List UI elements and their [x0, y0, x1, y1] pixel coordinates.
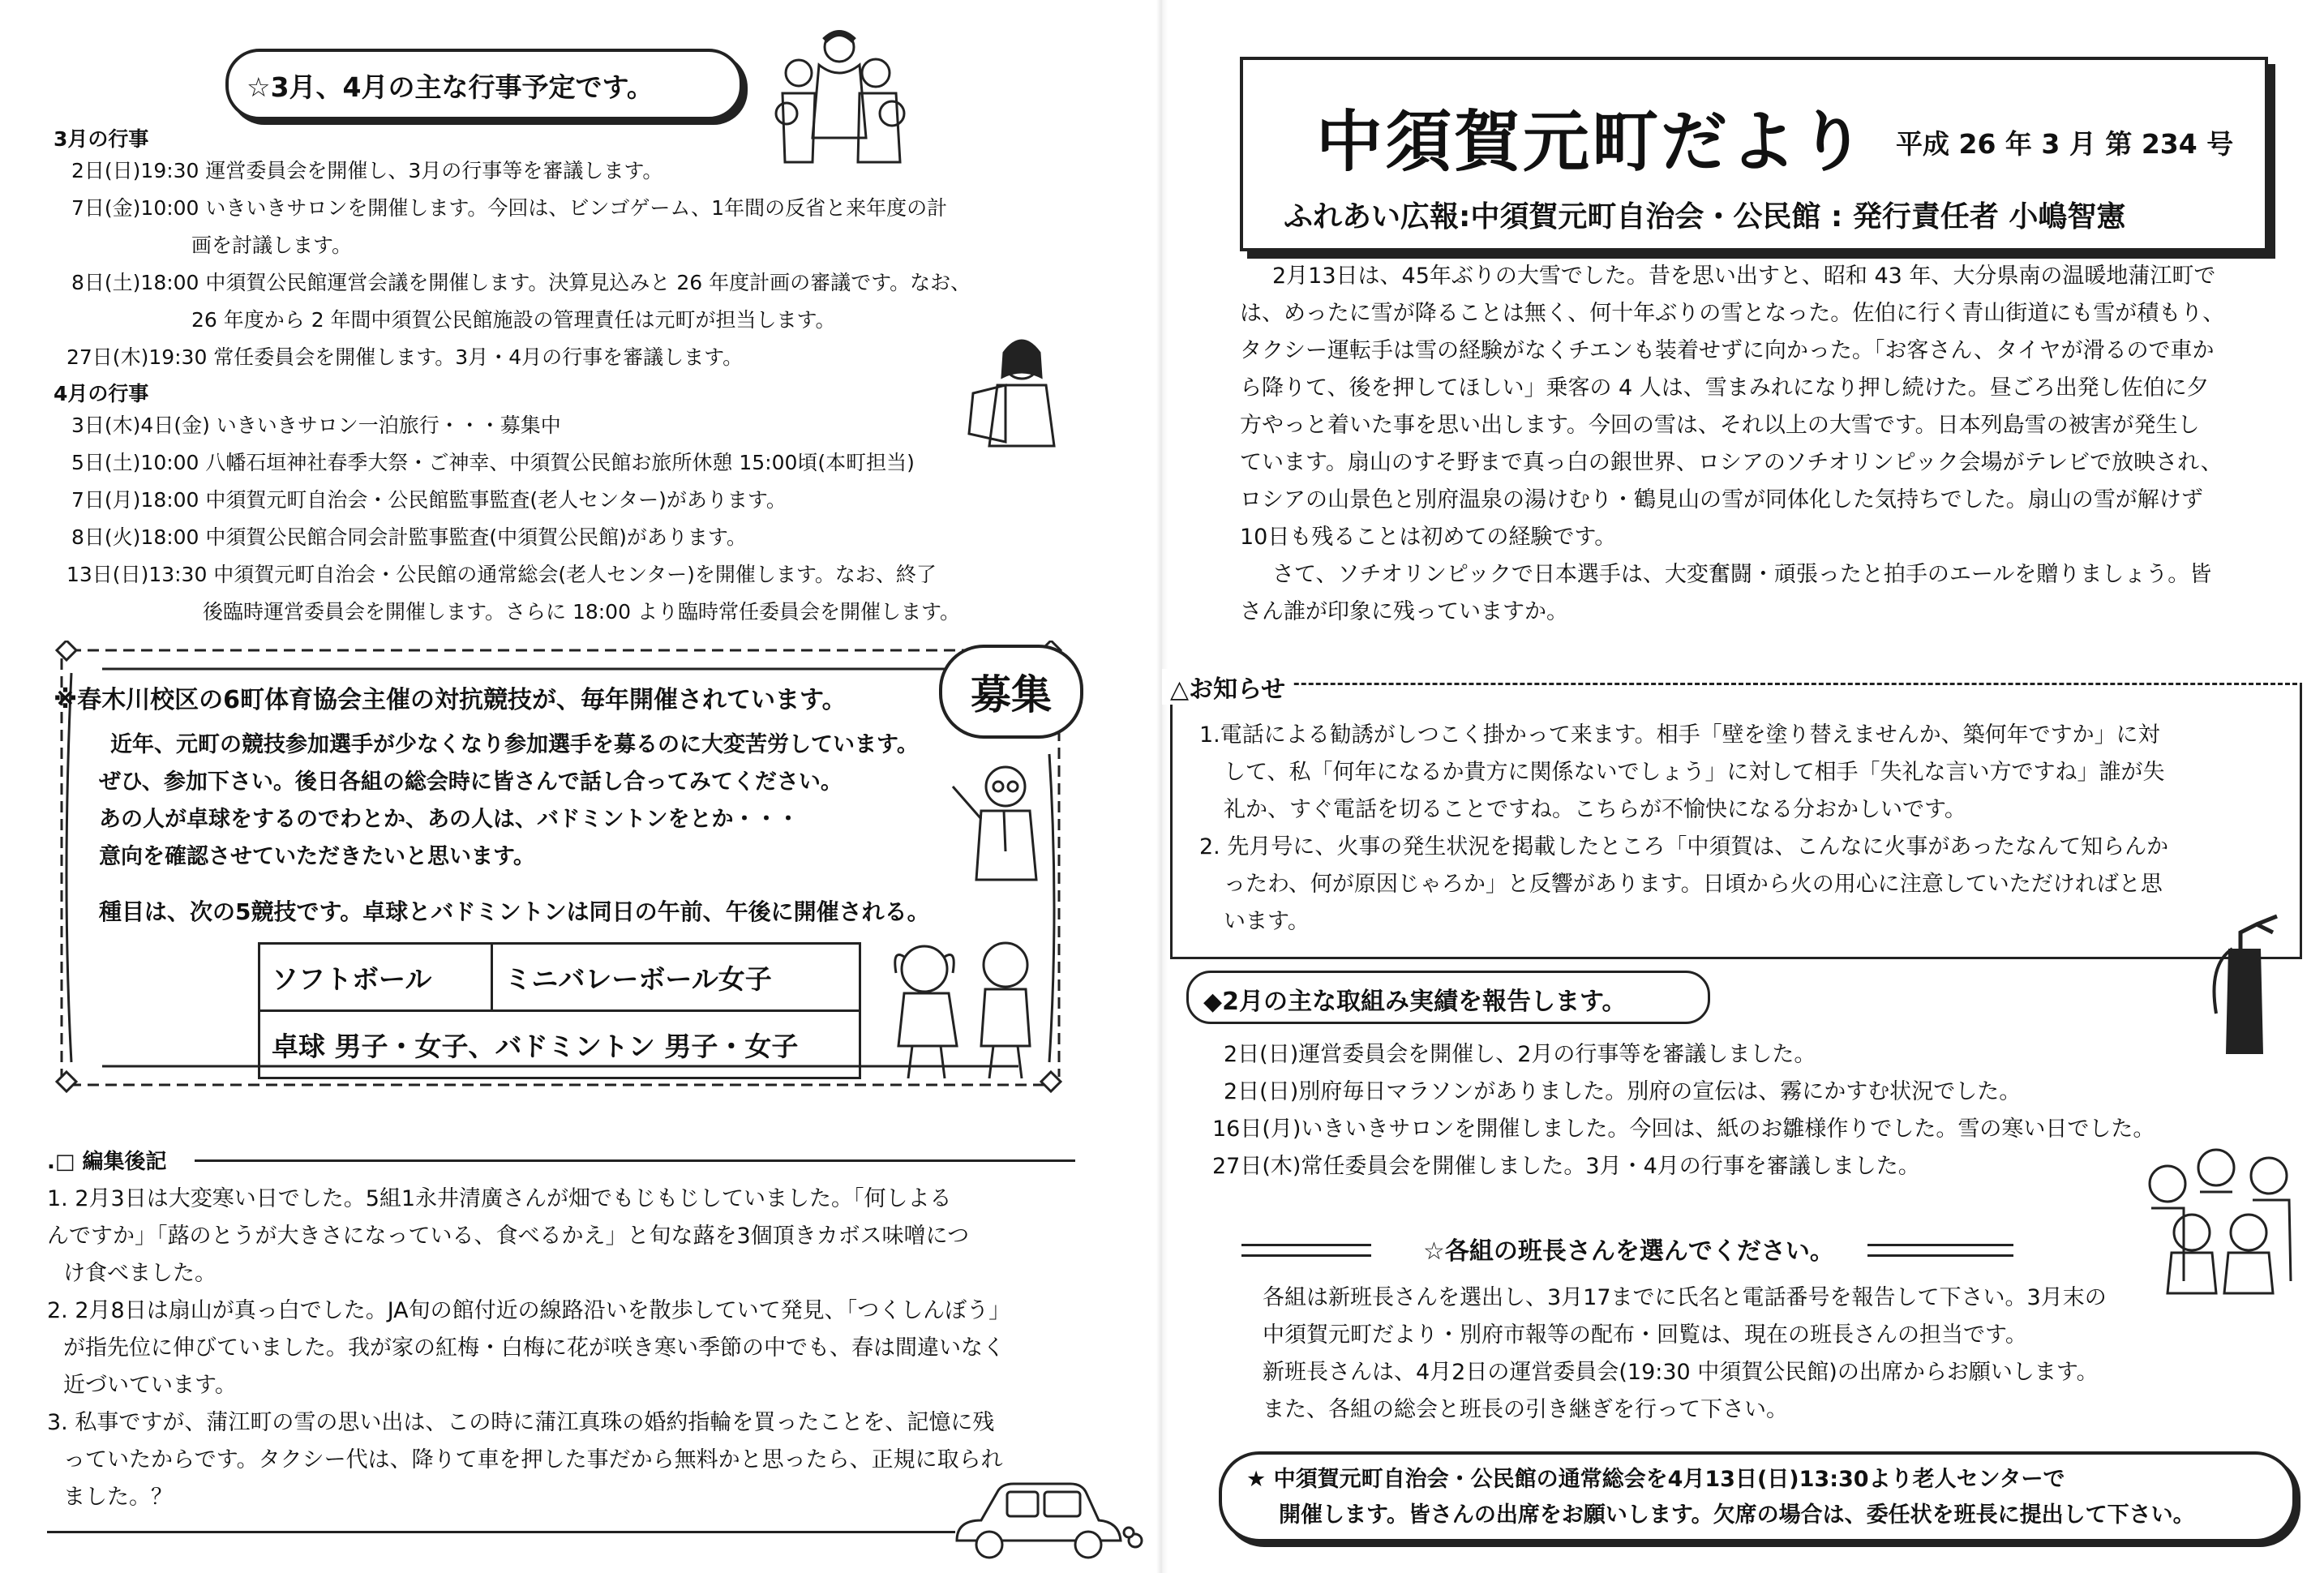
- right-page: [1162, 0, 2324, 1573]
- recruit-line: 近年、元町の競技参加選手が少なくなり参加選手を募るのに大変苦労しています。: [110, 732, 919, 757]
- recruit-badge: 募集: [939, 645, 1083, 739]
- intro-line: さん誰が印象に残っていますか。: [1240, 599, 1568, 624]
- schedule-title: ☆3月、4月の主な行事予定です。: [247, 71, 654, 103]
- recruit-line: あの人が卓球をするのでわとか、あの人は、バドミントンをとか・・・: [99, 807, 800, 832]
- general-meeting-line: 開催します。皆さんの出席をお願いします。欠席の場合は、委任状を班長に提出して下さい。: [1279, 1502, 2195, 1528]
- intro-line: ら降りて、後を押してほしい」乗客の 4 人は、雪まみれになり押し続けた。昼ごろ出発し佐伯に夕: [1240, 375, 2209, 401]
- march-item: 2日(日)19:30 運営委員会を開催し、3月の行事等を審議します。: [71, 159, 663, 182]
- notice-line: ったわ、何が原因じゃろか」と反響があります。日頃から火の用心に注意していただければと思: [1224, 872, 2163, 897]
- notice-line: 礼か、すぐ電話を切ることですね。こちらが不愉快になる分おかしいです。: [1224, 797, 1966, 822]
- newsletter-subtitle: ふれあい広報:中須賀元町自治会・公民館 : 発行責任者 小嶋智憲: [1284, 200, 2126, 234]
- april-list: [66, 407, 960, 631]
- notice-line: 1.電話による勧誘がしつこく掛かって来ます。相手「壁を塗り替えませんか、築何年ですか」に対: [1199, 722, 2160, 748]
- car-illustration: [949, 1476, 1143, 1565]
- intro-line: は、めったに雪が降ることは無く、何十年ぶりの雪となった。佐伯に行く青山街道にも雪が積もり、: [1240, 301, 2225, 326]
- april-item: 5日(土)10:00 八幡石垣神社春季大祭・ご神幸、中須賀公民館お旅所休憩 15:00頃(本町担当): [71, 451, 915, 474]
- recruit-line: 意向を確認させていただきたいと思います。: [99, 844, 535, 869]
- editorial-line: 1. 2月3日は大変寒い日でした。5組1永井清廣さんが畑でもじもじしていました。「何しよる: [47, 1186, 952, 1211]
- march-item: 27日(木)19:30 常任委員会を開催します。3月・4月の行事を審議します。: [66, 345, 744, 369]
- editorial-line: 2. 2月8日は扇山が真っ白でした。JA旬の館付近の線路沿いを散歩していて発見、「つくしんぼう」: [47, 1298, 1011, 1323]
- intro-line: ています。扇山のすそ野まで真っ白の銀世界、ロシアのソチオリンピック会場がテレビで放映され、: [1240, 450, 2223, 475]
- march-item: 7日(金)10:00 いきいきサロンを開催します。今回は、ビンゴゲーム、1年間の反省と来年度の計: [71, 196, 948, 220]
- general-meeting-notice: [1219, 1451, 2296, 1542]
- march-heading: 3月の行事: [54, 127, 149, 151]
- professor-illustration: [941, 754, 1062, 884]
- leaders-line: 中須賀元町だより・別府市報等の配布・回覧は、現在の班長さんの担当です。: [1263, 1322, 2027, 1348]
- masthead: [1240, 57, 2268, 251]
- leaders-line: 新班長さんは、4月2日の運営委員会(19:30 中須賀公民館)の出席からお願いします。: [1263, 1360, 2099, 1385]
- editorial-line: っていたからです。タクシー代は、降りて車を押した事だから無料かと思ったら、正規に取られ: [63, 1447, 1003, 1472]
- report-line: 2日(日)別府毎日マラソンがありました。別府の宣伝は、霧にかすむ状況でした。: [1224, 1079, 2022, 1104]
- recruit-body: [99, 726, 919, 876]
- editorial-heading: .□ 編集後記: [47, 1150, 167, 1174]
- notice-top-rule: [1170, 683, 2297, 685]
- events-intro: 種目は、次の5競技です。卓球とバドミントンは同日の午前、午後に開催される。: [99, 898, 930, 925]
- march-item: 画を討議します。: [191, 234, 353, 257]
- general-meeting-line: ★ 中須賀元町自治会・公民館の通常総会を4月13日(日)13:30より老人センターで: [1246, 1467, 2065, 1492]
- bottom-rule: [47, 1531, 955, 1533]
- april-heading: 4月の行事: [54, 382, 149, 405]
- events-table: [258, 942, 861, 1079]
- event-cell: ミニバレーボール女子: [492, 944, 860, 1011]
- intro-line: 方やっと着いた事を思い出します。今回の雪は、それ以上の大雪です。日本列島雪の被害が発生し: [1240, 413, 2200, 438]
- march-list: [66, 152, 971, 376]
- april-item: 13日(日)13:30 中須賀元町自治会・公民館の通常総会(老人センター)を開催します。なお、終了: [66, 563, 937, 586]
- intro-line: タクシー運転手は雪の経験がなくチエンも装着せずに向かった。「お客さん、タイヤが滑るので車か: [1240, 338, 2215, 363]
- editorial-line: 3. 私事ですが、蒲江町の雪の思い出は、この時に蒲江真珠の婚約指輪を買ったことを、記憶に残: [47, 1410, 995, 1435]
- reading-woman-illustration: [957, 328, 1078, 450]
- notice-line: 2. 先月号に、火事の発生状況を掲載したところ「中須賀は、こんなに火事があったなんて知らんか: [1199, 834, 2169, 859]
- newsletter-title: 中須賀元町だより: [1316, 103, 1868, 181]
- event-cell: ソフトボール: [259, 944, 492, 1011]
- recruit-line: ぜひ、参加下さい。後日各組の総会時に皆さんで話し合ってみてください。: [99, 769, 843, 795]
- report-title: ◆2月の主な取組み実績を報告します。: [1203, 988, 1627, 1016]
- leaders-title: ☆各組の班長さんを選んでください。: [1423, 1237, 1834, 1266]
- editorial-line: 近づいています。: [63, 1373, 237, 1398]
- editorial-line: け食べました。: [63, 1261, 217, 1286]
- editorial-list: [47, 1181, 1010, 1516]
- editorial-line: ました。？: [63, 1485, 173, 1510]
- notice-heading: △お知らせ: [1162, 669, 1293, 705]
- leaders-rule-left: [1241, 1244, 1371, 1257]
- intro-article: [1240, 258, 2224, 631]
- notice-list: [1199, 717, 2168, 941]
- leaders-line: また、各組の総会と班長の引き継ぎを行って下さい。: [1263, 1397, 1788, 1422]
- event-cell: 卓球 男子・女子、バドミントン 男子・女子: [259, 1011, 860, 1078]
- children-illustration: [876, 932, 1054, 1087]
- march-item: 26 年度から 2 年間中須賀公民館施設の管理責任は元町が担当します。: [191, 308, 836, 332]
- leaders-list: [1263, 1279, 2107, 1429]
- report-line: 2日(日)運営委員会を開催し、2月の行事等を審議しました。: [1224, 1042, 1816, 1067]
- april-item: 8日(火)18:00 中須賀公民館合同会計監事監査(中須賀公民館)があります。: [71, 525, 747, 549]
- report-line: 27日(木)常任委員会を開催しました。3月・4月の行事を審議しました。: [1212, 1154, 1920, 1179]
- intro-line: 2月13日は、45年ぶりの大雪でした。昔を思い出すと、昭和 43 年、大分県南の温暖地蒲江町で: [1272, 264, 2216, 289]
- intro-line: 10日も残ることは初めての経験です。: [1240, 525, 1617, 550]
- intro-line: さて、ソチオリンピックで日本選手は、大変奮闘・頑張ったと拍手のエールを贈りましょう。皆: [1272, 562, 2212, 587]
- march-item: 8日(土)18:00 中須賀公民館運営会議を開催します。決算見込みと 26 年度計画の審議です。なお、: [71, 271, 971, 294]
- editorial-rule: [195, 1159, 1075, 1162]
- notice-line: います。: [1224, 909, 1310, 934]
- schedule-title-bubble: [225, 49, 743, 120]
- april-item: 後臨時運営委員会を開催します。さらに 18:00 より臨時常任委員会を開催します。: [203, 600, 960, 624]
- family-illustration: [762, 16, 924, 170]
- intro-line: ロシアの山景色と別府温泉の湯けむり・鶴見山の雪が同体化した気持ちでした。扇山の雪が解けず: [1240, 487, 2203, 512]
- report-list: [1212, 1036, 2155, 1185]
- fire-extinguisher-illustration: [2200, 900, 2289, 1062]
- report-title-bubble: [1186, 971, 1710, 1024]
- april-item: 3日(木)4日(金) いきいきサロン一泊旅行・・・募集中: [71, 414, 561, 437]
- report-line: 16日(月)いきいきサロンを開催しました。今回は、紙のお雛様作りでした。雪の寒い日でした。: [1212, 1117, 2155, 1142]
- editorial-line: んですか」「蕗のとうが大きさになっている、食べるかえ」と旬な蕗を3個頂きカボス味噌につ: [47, 1224, 970, 1249]
- editorial-line: が指先位に伸びていました。我が家の紅梅・白梅に花が咲き寒い季節の中でも、春は間違いなく: [63, 1335, 1005, 1361]
- group-illustration: [2135, 1135, 2313, 1297]
- recruit-headline: ※春木川校区の6町体育協会主催の対抗競技が、毎年開催されています。: [54, 686, 847, 714]
- issue-info: 平成 26 年 3 月 第 234 号: [1896, 128, 2234, 160]
- notice-line: して、私「何年になるか貴方に関係ないでしょう」に対して相手「失礼な言い方ですね」誰が失: [1224, 760, 2165, 785]
- leaders-rule-right: [1867, 1244, 2013, 1257]
- april-item: 7日(月)18:00 中須賀元町自治会・公民館監事監査(老人センター)があります。: [71, 488, 787, 512]
- leaders-line: 各組は新班長さんを選出し、3月17までに氏名と電話番号を報告して下さい。3月末の: [1263, 1285, 2107, 1310]
